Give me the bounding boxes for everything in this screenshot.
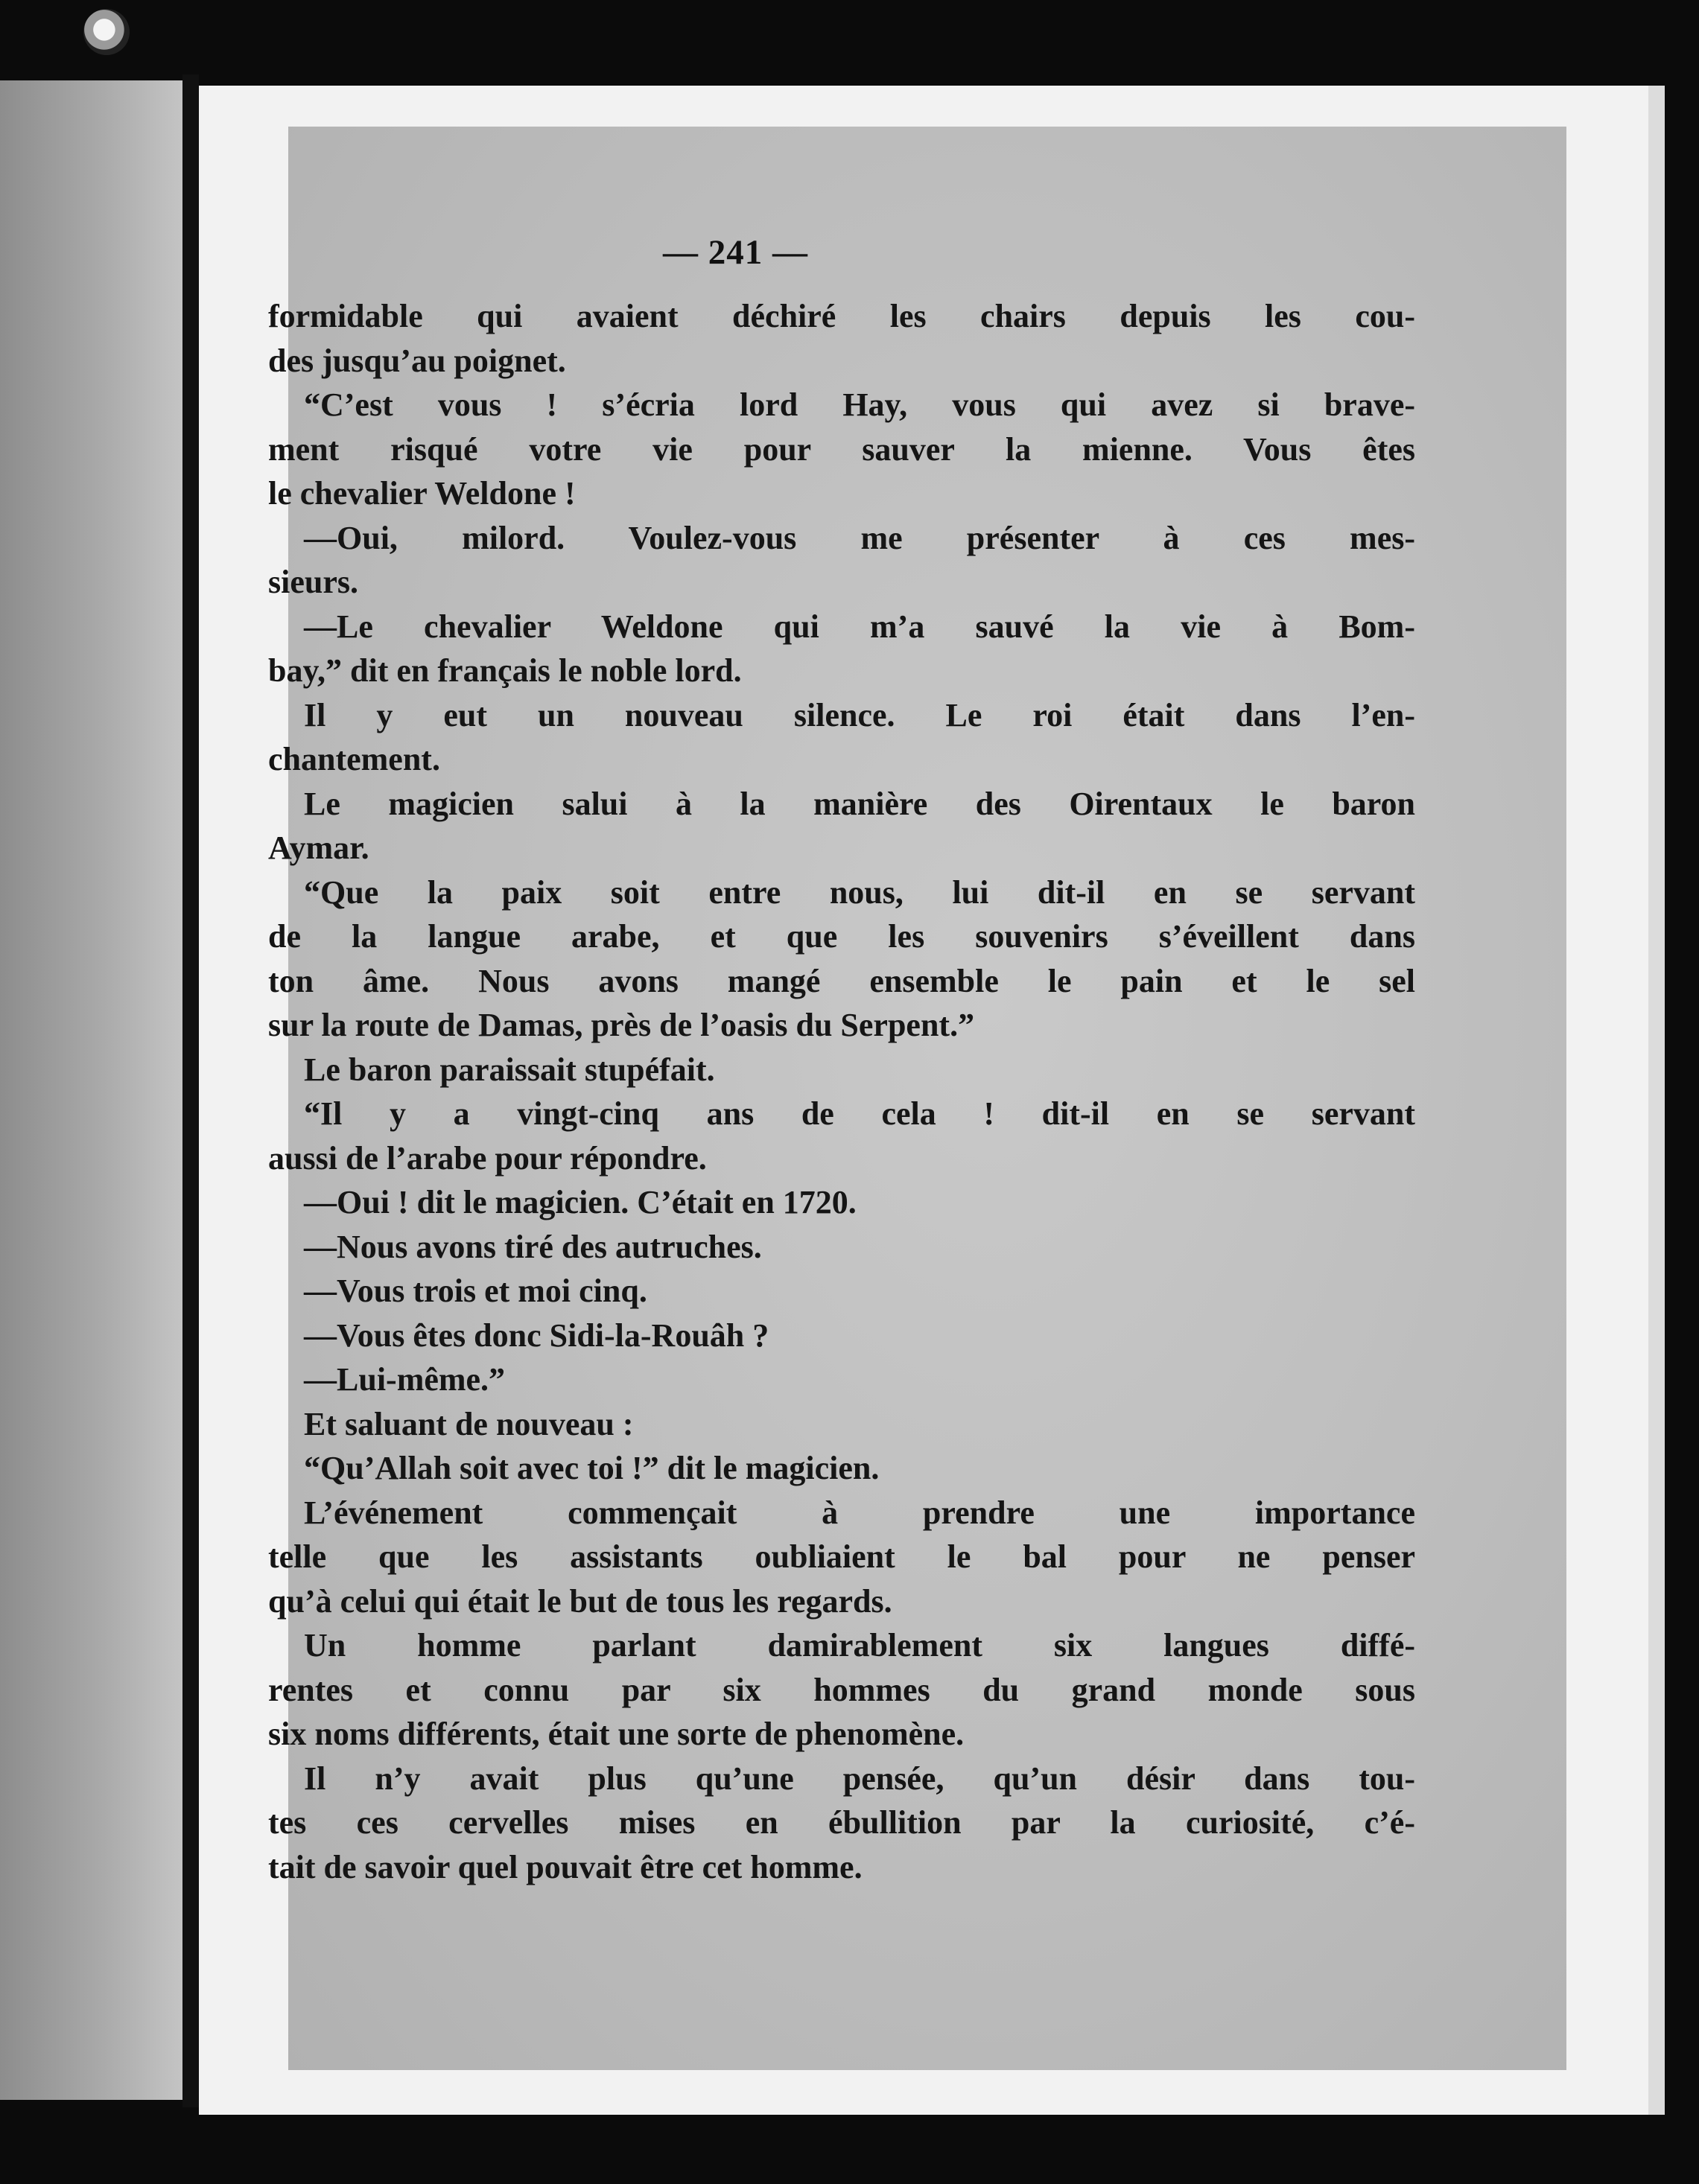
- text-line: ton âme. Nous avons mangé ensemble le pain et le sel: [268, 962, 1415, 999]
- text-line: “Qu’Allah soit avec toi !” dit le magicien.: [304, 1450, 880, 1486]
- text-line: sur la route de Damas, près de l’oasis du Serpent.”: [268, 1007, 975, 1043]
- text-line: bay,” dit en français le noble lord.: [268, 652, 742, 689]
- text-line: Le magicien salui à la manière des Oirentaux le baron: [304, 785, 1415, 822]
- text-line: des jusqu’au poignet.: [268, 342, 566, 379]
- text-line: Aymar.: [268, 830, 369, 866]
- text-line: Il y eut un nouveau silence. Le roi était dans l’en-: [304, 696, 1415, 733]
- text-line: six noms différents, était une sorte de phenomène.: [268, 1716, 965, 1752]
- book-gutter: [182, 74, 199, 2107]
- text-line: telle que les assistants oubliaient le bal pour ne penser: [268, 1538, 1415, 1575]
- text-line: tes ces cervelles mises en ébullition par la curiosité, c’é-: [268, 1804, 1415, 1841]
- text-line: rentes et connu par six hommes du grand monde sous: [268, 1671, 1415, 1708]
- text-line: Un homme parlant damirablement six langues diffé-: [304, 1627, 1415, 1664]
- text-line: formidable qui avaient déchiré les chairs depuis les cou-: [268, 298, 1415, 334]
- page-text: [268, 294, 1415, 1889]
- text-line: aussi de l’arabe pour répondre.: [268, 1139, 707, 1177]
- text-line: le chevalier Weldone !: [268, 475, 576, 512]
- text-line: “C’est vous ! s’écria lord Hay, vous qui avez si brave-: [304, 386, 1415, 423]
- facing-page-edge: [0, 80, 182, 2100]
- text-line: “Il y a vingt-cinq ans de cela ! dit-il en se servant: [304, 1095, 1415, 1132]
- text-line: —Vous trois et moi cinq.: [304, 1273, 647, 1309]
- text-line: Il n’y avait plus qu’une pensée, qu’un désir dans tou-: [304, 1760, 1415, 1797]
- text-line: ment risqué votre vie pour sauver la mienne. Vous êtes: [268, 430, 1415, 468]
- text-line: —Le chevalier Weldone qui m’a sauvé la vie à Bom-: [304, 608, 1415, 645]
- text-line: qu’à celui qui était le but de tous les regards.: [268, 1582, 892, 1620]
- text-line: chantement.: [268, 741, 440, 777]
- text-line: de la langue arabe, et que les souvenirs s’éveillent dans: [268, 918, 1415, 955]
- text-line: Et saluant de nouveau :: [304, 1405, 634, 1442]
- scanner-mark-icon: [83, 9, 130, 55]
- page-number: — 241 —: [663, 233, 808, 272]
- text-line: —Nous avons tiré des autruches.: [304, 1228, 762, 1265]
- text-line: —Oui ! dit le magicien. C’était en 1720.: [304, 1184, 857, 1220]
- text-line: —Lui-même.”: [304, 1361, 506, 1398]
- text-line: “Que la paix soit entre nous, lui dit-il en se servant: [304, 873, 1415, 911]
- text-line: —Oui, milord. Voulez-vous me présenter à ces mes-: [304, 519, 1415, 556]
- text-line: —Vous êtes donc Sidi-la-Rouâh ?: [304, 1317, 769, 1354]
- text-line: tait de savoir quel pouvait être cet homme.: [268, 1848, 863, 1885]
- text-line: sieurs.: [268, 564, 358, 600]
- text-line: Le baron paraissait stupéfait.: [304, 1051, 715, 1088]
- text-line: L’événement commençait à prendre une importance: [304, 1494, 1415, 1531]
